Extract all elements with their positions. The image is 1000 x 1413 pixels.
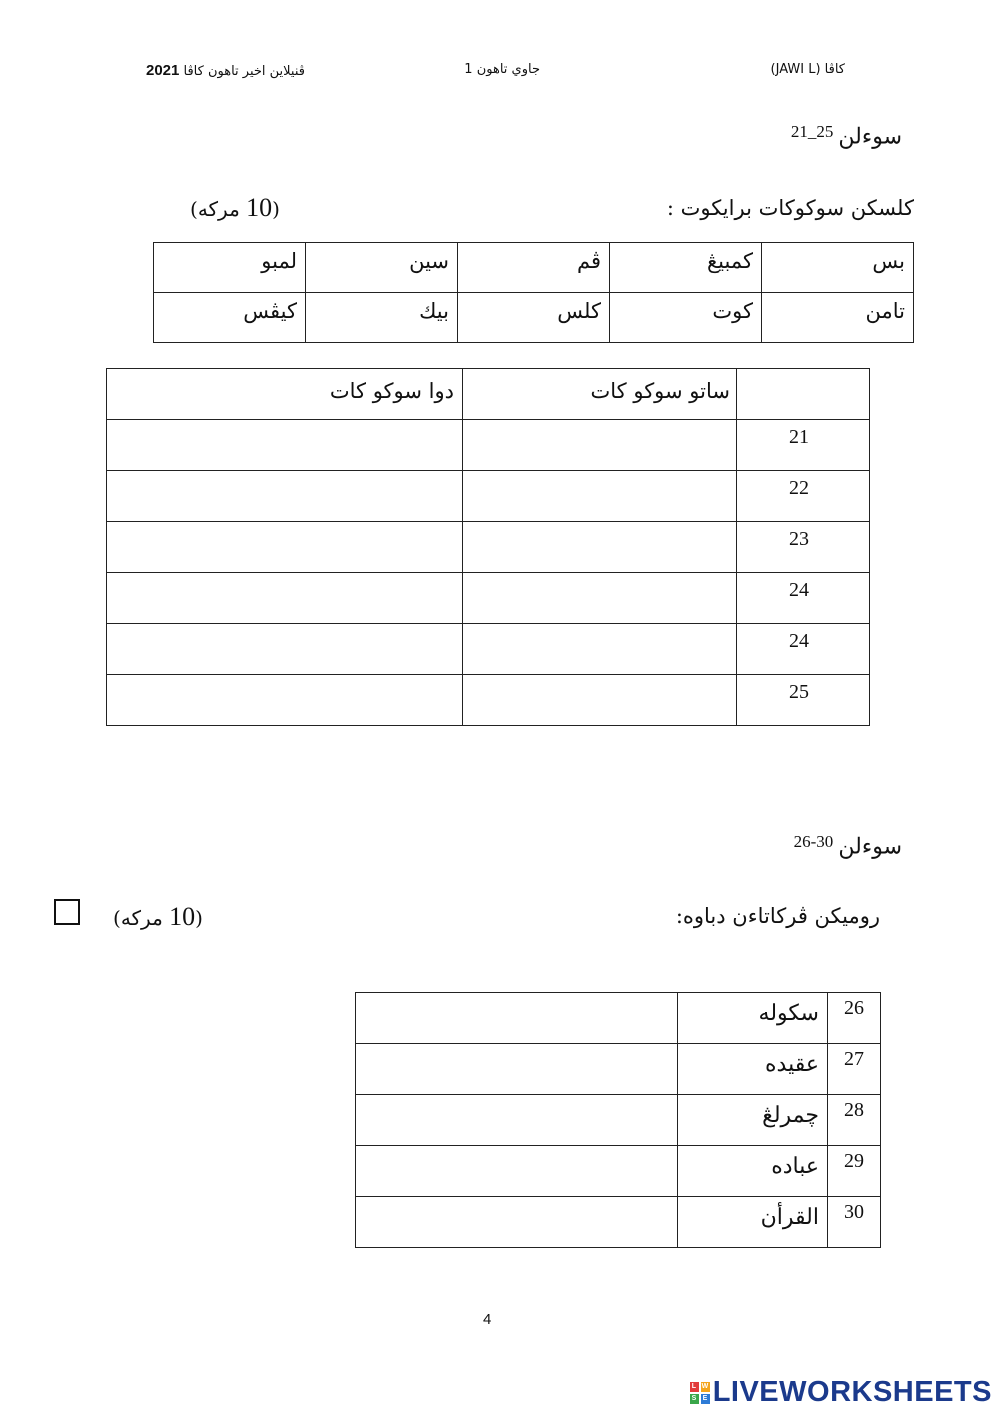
section1-marks-number: 10 (246, 193, 273, 222)
logo-mark-letter: L (690, 1382, 699, 1392)
answer-checkbox[interactable] (54, 899, 80, 925)
answer-row (107, 522, 870, 573)
answer-input-two-syllable[interactable] (117, 583, 454, 619)
answer-cell-one-syllable[interactable] (463, 522, 737, 573)
logo-mark-letter: S (691, 1394, 697, 1402)
romanise-number: 30 (828, 1197, 881, 1248)
section2-title (794, 832, 902, 859)
answer-cell-one-syllable[interactable] (463, 420, 737, 471)
word-bank-table (153, 242, 914, 343)
answer-input-two-syllable[interactable] (117, 532, 454, 568)
word-bank-cell: تامن (762, 293, 914, 343)
jawi-word: عقيده (678, 1044, 828, 1095)
romanise-answer-cell[interactable] (356, 1095, 678, 1146)
answer-cell-one-syllable[interactable] (463, 624, 737, 675)
answer-cell-two-syllable[interactable] (107, 471, 463, 522)
header-right: كاڤا (JAWI L) (770, 62, 845, 77)
romanise-row (356, 1197, 881, 1248)
answer-cell-two-syllable[interactable] (107, 573, 463, 624)
answer-input-one-syllable[interactable] (470, 430, 730, 466)
section2-marks-word: مركه (120, 906, 163, 930)
answer-cell-two-syllable[interactable] (107, 522, 463, 573)
logo-mark-letter: W (701, 1382, 709, 1390)
section2-marks: (10 مركه) (113, 902, 203, 931)
romanise-answer-input[interactable] (365, 1153, 677, 1189)
answer-cell-one-syllable[interactable] (463, 573, 737, 624)
answer-row (107, 675, 870, 726)
romanise-row (356, 1044, 881, 1095)
answer-cell-one-syllable[interactable] (463, 471, 737, 522)
romanise-table (355, 992, 881, 1248)
word-bank-cell: كلس (458, 293, 610, 343)
word-bank-cell: بيك (306, 293, 458, 343)
romanise-answer-cell[interactable] (356, 993, 678, 1044)
question-number: 25 (789, 681, 809, 703)
section1-title (791, 122, 902, 149)
romanise-answer-input[interactable] (365, 1204, 677, 1240)
question-number: 23 (789, 528, 809, 550)
romanise-answer-input[interactable] (365, 1102, 677, 1138)
answer-input-one-syllable[interactable] (470, 532, 730, 568)
question-number: 21 (789, 426, 809, 448)
answer-row (107, 420, 870, 471)
header-left (145, 62, 305, 79)
section2-instruction: روميكن ڤركاتاءن دباوه: (675, 904, 880, 928)
syllable-answer-table (106, 368, 870, 726)
answer-row (107, 573, 870, 624)
word-bank-cell: كوت (610, 293, 762, 343)
jawi-word: چمرلڠ (678, 1095, 828, 1146)
romanise-answer-input[interactable] (365, 1051, 677, 1087)
jawi-word: سكوله (678, 993, 828, 1044)
header-number-cell (737, 369, 870, 420)
question-number: 24 (789, 630, 809, 652)
romanise-answer-cell[interactable] (356, 1197, 678, 1248)
page-number: 4 (483, 1311, 492, 1328)
section1-range: 21_25 (790, 122, 834, 141)
section1-title-word: سوءلن (838, 124, 902, 150)
answer-input-one-syllable[interactable] (470, 685, 730, 721)
header-year: 2021 (145, 62, 180, 79)
answer-input-two-syllable[interactable] (117, 634, 454, 670)
header-center: جاوي تاهون 1 (464, 62, 540, 77)
logo-mark-icon (690, 1382, 710, 1404)
word-bank-cell: كمبيڠ (610, 243, 762, 293)
answer-input-one-syllable[interactable] (470, 481, 730, 517)
word-bank-cell: بس (762, 243, 914, 293)
word-bank-row (154, 243, 914, 293)
answer-input-one-syllable[interactable] (470, 583, 730, 619)
question-number: 24 (789, 579, 809, 601)
section1-marks: (10 مركه) (190, 193, 280, 222)
word-bank-cell: ڤم (458, 243, 610, 293)
liveworksheets-logo (690, 1376, 992, 1409)
word-bank-cell: سين (306, 243, 458, 293)
romanise-number: 26 (828, 993, 881, 1044)
question-number: 22 (789, 477, 809, 499)
word-bank-cell: لمبو (154, 243, 306, 293)
header-title: ڤنيلاين اخير تاهون كاڤا (183, 64, 305, 79)
romanise-number: 29 (828, 1146, 881, 1197)
romanise-row (356, 1146, 881, 1197)
header-one-syllable: ساتو سوكو كات (463, 369, 737, 420)
romanise-answer-input[interactable] (365, 1000, 677, 1036)
answer-cell-two-syllable[interactable] (107, 624, 463, 675)
section1-marks-word: مركه (197, 197, 240, 221)
word-bank-cell: كيڤس (154, 293, 306, 343)
jawi-word: القرأن (678, 1197, 828, 1248)
logo-mark-letter: E (702, 1394, 708, 1402)
logo-text: LIVEWORKSHEETS (712, 1376, 992, 1408)
answer-table-header (107, 369, 870, 420)
section2-range: 26-30 (793, 832, 834, 851)
romanise-row (356, 1095, 881, 1146)
romanise-answer-cell[interactable] (356, 1146, 678, 1197)
section1-instruction: كلسكن سوكوكات برايكوت : (666, 196, 914, 220)
answer-input-two-syllable[interactable] (117, 430, 454, 466)
answer-input-two-syllable[interactable] (117, 481, 454, 517)
romanise-number: 28 (828, 1095, 881, 1146)
answer-cell-one-syllable[interactable] (463, 675, 737, 726)
word-bank-row (154, 293, 914, 343)
header-two-syllable: دوا سوكو كات (107, 369, 463, 420)
answer-input-two-syllable[interactable] (117, 685, 454, 721)
answer-row (107, 624, 870, 675)
answer-row (107, 471, 870, 522)
romanise-number: 27 (828, 1044, 881, 1095)
answer-input-one-syllable[interactable] (470, 634, 730, 670)
answer-cell-two-syllable[interactable] (107, 675, 463, 726)
answer-cell-two-syllable[interactable] (107, 420, 463, 471)
section2-marks-number: 10 (169, 902, 196, 931)
jawi-word: عباده (678, 1146, 828, 1197)
romanise-row (356, 993, 881, 1044)
section2-title-word: سوءلن (838, 834, 902, 860)
romanise-answer-cell[interactable] (356, 1044, 678, 1095)
